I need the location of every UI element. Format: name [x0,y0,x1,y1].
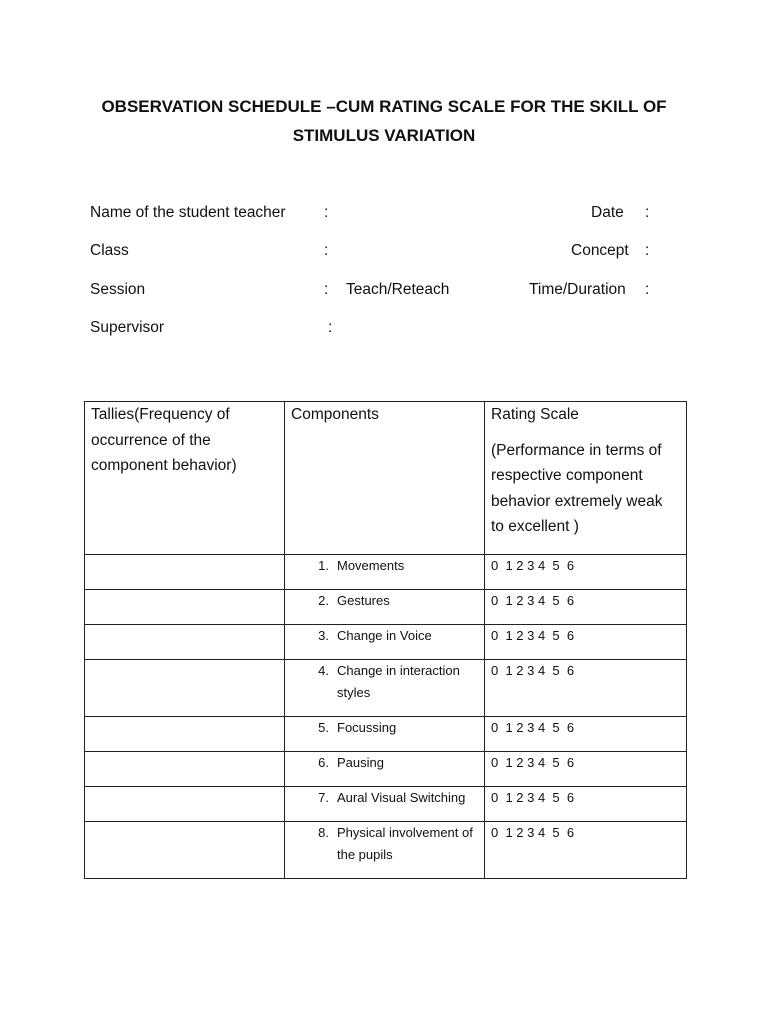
components-header-text: Components [291,406,379,423]
rating-scale-desc-line: to excellent ) [491,518,579,535]
supervisor-colon: : [328,319,333,336]
tally-cell[interactable] [85,717,285,752]
rating-cell[interactable] [485,590,687,625]
rating-options: 0 1 2 3 4 5 6 [491,825,575,840]
tally-cell[interactable] [85,822,285,879]
table-header-row [85,402,687,555]
student-teacher-colon: : [324,204,329,221]
component-number: 5. [318,720,329,735]
title-line-2: STIMULUS VARIATION [292,126,476,145]
component-cell [285,555,485,590]
tallies-header-line: occurrence of the [91,431,211,449]
rating-scale-table [84,401,687,879]
rating-scale-header [485,402,687,555]
tallies-header [85,402,285,555]
component-number: 6. [318,755,329,770]
rating-cell[interactable] [485,822,687,879]
component-label: Pausing [337,755,384,770]
table-row [85,787,687,822]
component-label: Aural Visual Switching [337,790,466,805]
component-cell [285,625,485,660]
components-header [285,402,485,555]
rating-cell[interactable] [485,717,687,752]
tallies-header-line: Tallies(Frequency of [91,406,230,423]
supervisor-label: Supervisor [90,319,165,336]
component-label: Focussing [337,720,397,735]
rating-options: 0 1 2 3 4 5 6 [491,790,575,805]
component-number: 8. [318,825,329,840]
concept-label: Concept [571,242,629,259]
tallies-header-line: component behavior) [91,457,237,474]
component-cell [285,590,485,625]
component-number: 3. [318,628,329,643]
rating-options: 0 1 2 3 4 5 6 [491,663,575,678]
rating-options: 0 1 2 3 4 5 6 [491,558,575,573]
rating-scale-desc-line: respective component [491,467,643,484]
tally-cell[interactable] [85,555,285,590]
rating-cell[interactable] [485,555,687,590]
session-label: Session [90,281,146,298]
rating-cell[interactable] [485,625,687,660]
component-cell [285,787,485,822]
rating-options: 0 1 2 3 4 5 6 [491,628,575,643]
rating-cell[interactable] [485,752,687,787]
component-label: Change in interaction styles [337,663,460,700]
time-duration-label: Time/Duration [529,281,626,298]
table-row [85,822,687,879]
component-cell [285,752,485,787]
component-label: Change in Voice [337,628,432,643]
title-line-1: OBSERVATION SCHEDULE –CUM RATING SCALE FOR THE SKILL OF [101,97,667,116]
table-row [85,660,687,717]
rating-options: 0 1 2 3 4 5 6 [491,755,575,770]
tally-cell[interactable] [85,787,285,822]
session-value: Teach/Reteach [346,281,450,298]
table-row [85,590,687,625]
table-row [85,625,687,660]
component-number: 1. [318,558,329,573]
component-number: 2. [318,593,329,608]
table-row [85,555,687,590]
tally-cell[interactable] [85,752,285,787]
table-row [85,752,687,787]
component-number: 4. [318,663,329,678]
class-label: Class [90,242,129,259]
table-row [85,717,687,752]
component-label: Movements [337,558,405,573]
component-cell [285,717,485,752]
component-label: Physical involvement of the pupils [337,825,473,862]
rating-cell[interactable] [485,787,687,822]
component-cell [285,822,485,879]
time-duration-colon: : [645,281,650,298]
date-label: Date [591,204,624,221]
component-cell [285,660,485,717]
class-colon: : [324,242,329,259]
component-label: Gestures [337,593,390,608]
rating-scale-desc-line: behavior extremely weak [491,492,663,510]
tally-cell[interactable] [85,590,285,625]
rating-scale-desc-line: (Performance in terms of [491,441,662,459]
concept-colon: : [645,242,650,259]
session-colon: : [324,281,329,298]
rating-cell[interactable] [485,660,687,717]
tally-cell[interactable] [85,625,285,660]
date-colon: : [645,204,650,221]
rating-options: 0 1 2 3 4 5 6 [491,720,575,735]
component-number: 7. [318,790,329,805]
student-teacher-label: Name of the student teacher [90,204,286,221]
rating-scale-title: Rating Scale [491,406,579,423]
tally-cell[interactable] [85,660,285,717]
rating-options: 0 1 2 3 4 5 6 [491,593,575,608]
